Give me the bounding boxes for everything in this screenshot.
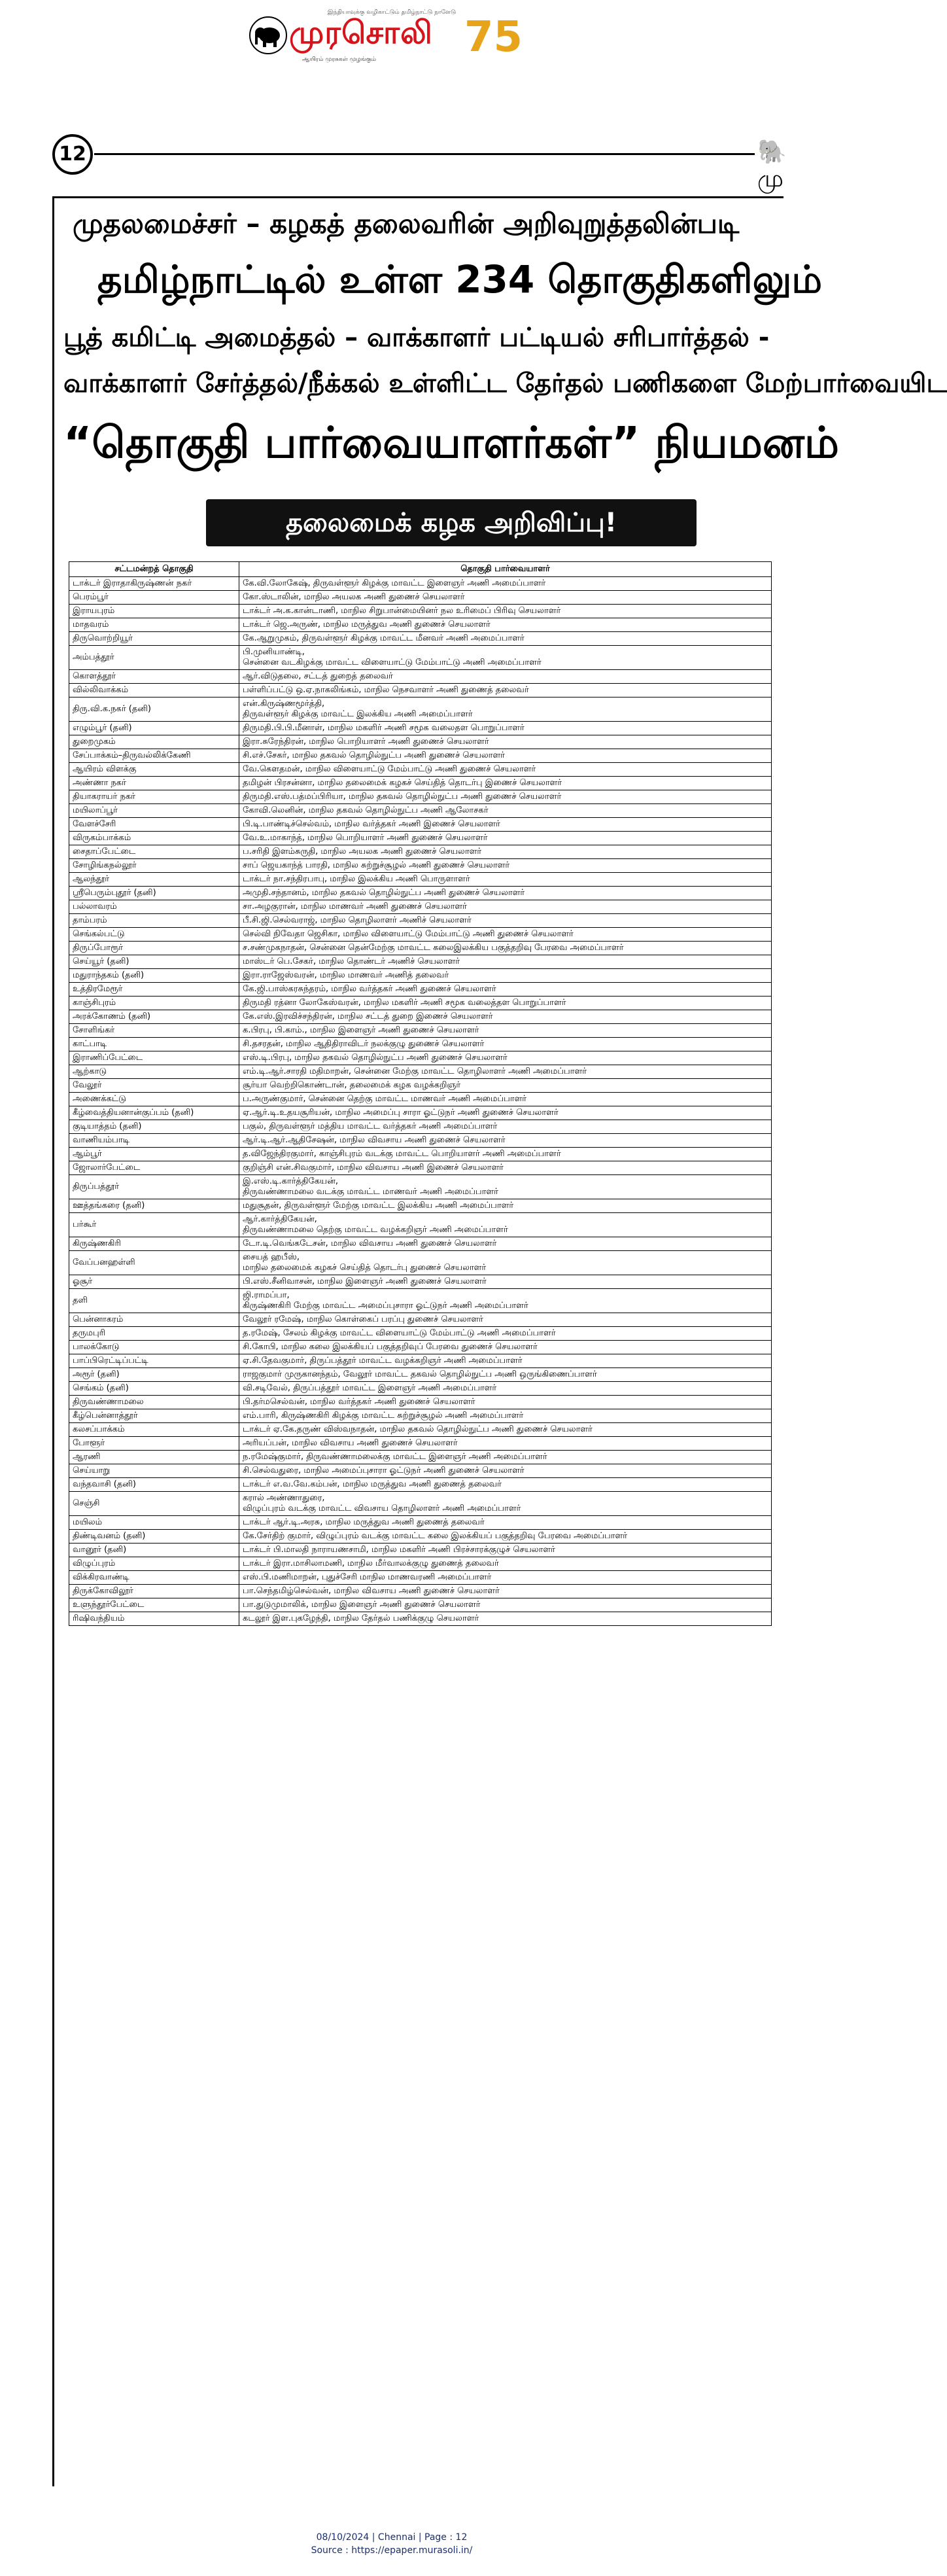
table-row — [69, 577, 772, 591]
constituency-cell: தருமபுரி — [69, 1327, 239, 1341]
constituency-cell: பாலக்கோடு — [69, 1341, 239, 1354]
constituency-cell: மயிலம் — [69, 1516, 239, 1530]
table-row — [69, 983, 772, 997]
table-row — [69, 1251, 772, 1275]
constituency-cell: வில்லிவாக்கம் — [69, 684, 239, 697]
constituency-cell: அணைக்கட்டு — [69, 1093, 239, 1106]
table-row — [69, 1423, 772, 1437]
table-row — [69, 1051, 772, 1065]
observer-cell: கரால் அண்ணாதுரை, விழுப்புரம் வடக்கு மாவட்ட விவசாய தொழிலாளர் அணி அமைப்பாளர் — [239, 1492, 772, 1516]
constituency-cell: கீழ்வைத்தியனான்குப்பம் (தனி) — [69, 1106, 239, 1120]
constituency-cell: வந்தவாசி (தனி) — [69, 1478, 239, 1492]
table-row — [69, 832, 772, 845]
table-row — [69, 1079, 772, 1093]
page-footer — [0, 2531, 783, 2557]
observer-cell: என்.கிருஷ்ணமூர்த்தி, திருவள்ளூர் கிழக்கு மாவட்ட இலக்கிய அணி அமைப்பாளர் — [239, 697, 772, 722]
observer-cell: பி.தர்மசெல்வன், மாநில வர்த்தகர் அணி துணைச் செயலாளர் — [239, 1396, 772, 1409]
table-row — [69, 1382, 772, 1396]
table-row — [69, 900, 772, 914]
observer-cell: கே.ஆறுமுகம், திருவள்ளூர் கிழக்கு மாவட்ட மீனவர் அணி அமைப்பாளர் — [239, 632, 772, 646]
table-row — [69, 684, 772, 697]
observer-cell: கடலூர் இள.புகழேந்தி, மாநில தேர்தல் பணிக்குழு செயலாளர் — [239, 1612, 772, 1626]
observer-cell: ஏ.சி.தேவகுமார், திருப்பத்தூர் மாவட்ட வழக்கறிஞர் அணி அமைப்பாளர் — [239, 1354, 772, 1368]
table-row — [69, 1530, 772, 1544]
constituency-cell: விக்கிரவாண்டி — [69, 1571, 239, 1585]
table-row — [69, 1024, 772, 1038]
constituency-cell: தியாகராயர் நகர் — [69, 790, 239, 804]
observer-cell: மதுசூதன், திருவள்ளூர் மேற்கு மாவட்ட இலக்கிய அணி அமைப்பாளர் — [239, 1199, 772, 1213]
constituency-cell: தாம்பரம் — [69, 914, 239, 928]
observer-cell: டாக்டர் எ.வ.வே.கம்பன், மாநில மருத்துவ அணி துணைத் தலைவர் — [239, 1478, 772, 1492]
observer-cell: ஆர்.டி.ஆர்.ஆதிசேஷன், மாநில விவசாய அணி துணைச் செயலாளர் — [239, 1134, 772, 1148]
footer-date-line: 08/10/2024 | Chennai | Page : 12 — [316, 2532, 468, 2543]
constituency-cell: பல்லாவரம் — [69, 900, 239, 914]
table-row — [69, 997, 772, 1010]
observer-cell: டாக்டர் பி.மாலதி நாராயணசாமி, மாநில மகளிர் அணி பிரச்சாரக்குழுச் செயலாளர் — [239, 1544, 772, 1557]
observer-cell: ப.சரிதி இளம்சுருதி, மாநில அயலக அணி துணைச் செயலாளர் — [239, 845, 772, 859]
table-row — [69, 1571, 772, 1585]
observer-cell: கே.எஸ்.இரவிச்சந்திரன், மாநில சட்டத் துறை இணைச் செயலாளர் — [239, 1010, 772, 1024]
elephant-logo-icon — [249, 16, 288, 55]
table-row — [69, 1451, 772, 1464]
table-row — [69, 1585, 772, 1598]
table-row — [69, 1354, 772, 1368]
masthead-brand: முரசொலி — [289, 14, 433, 51]
constituency-cell: திருவொற்றியூர் — [69, 632, 239, 646]
observer-cell: சா.அழகுரான், மாநில மாணவர் அணி துணைச் செயலாளர் — [239, 900, 772, 914]
constituency-cell: விருகம்பாக்கம் — [69, 832, 239, 845]
headline-line-2: தமிழ்நாட்டில் உள்ள 234 தொகுதிகளிலும் — [97, 257, 823, 302]
constituency-cell: சோழிங்கநல்லூர் — [69, 859, 239, 873]
observer-cell: டாக்டர் இரா.மாசிலாமணி, மாநில மீர்வாலக்குழு துணைத் தலைவர் — [239, 1557, 772, 1571]
constituency-cell: டாக்டர் இராதாகிருஷ்ணன் நகர் — [69, 577, 239, 591]
observer-cell: சையத் ஹபீஸ், மாநில தலைமைக் கழகச் செய்தித் தொடர்பு துணைச் செயலாளர் — [239, 1251, 772, 1275]
constituency-cell: ரிஷிவந்தியம் — [69, 1612, 239, 1626]
observer-cell: ந.ரமேஷ்குமார், திருவண்ணாமலைக்கு மாவட்ட இளைஞர் அணி அமைப்பாளர் — [239, 1451, 772, 1464]
table-row — [69, 1065, 772, 1079]
constituency-cell: உளுந்தூர்பேட்டை — [69, 1598, 239, 1612]
constituency-cell: செஞ்சி — [69, 1492, 239, 1516]
constituency-cell: திருப்போரூர் — [69, 942, 239, 955]
table-row — [69, 1437, 772, 1451]
observer-cell: டோ.டி.வெங்கடேசன், மாநில விவசாய அணி துணைச் செயலாளர் — [239, 1237, 772, 1251]
table-row — [69, 1368, 772, 1382]
constituency-cell: விழுப்புரம் — [69, 1557, 239, 1571]
table-row — [69, 1327, 772, 1341]
observer-cell: கே.ஜி.பாஸ்கரசுந்தரம், மாநில வர்த்தகர் அணி துணைச் செயலாளர் — [239, 983, 772, 997]
table-row — [69, 1237, 772, 1251]
table-row — [69, 1492, 772, 1516]
observer-cell: வே.கௌதமன், மாநில விளையாட்டு மேம்பாட்டு அணி துணைச் செயலாளர் — [239, 763, 772, 777]
table-row — [69, 722, 772, 735]
observer-cell: திருமதி.எஸ்.பத்மப்பிரியா, மாநில தகவல் தொழில்நுட்ப அணி துணைச் செயலாளர் — [239, 790, 772, 804]
constituency-cell: அரக்கோணம் (தனி) — [69, 1010, 239, 1024]
observer-cell: பகுல், திருவள்ளூர் மத்திய மாவட்ட வர்த்தகர் அணி அமைப்பாளர் — [239, 1120, 772, 1134]
constituency-cell: ஆலந்தூர் — [69, 873, 239, 887]
header-observer: தொகுதி பார்வையாளர் — [239, 562, 772, 577]
constituency-cell: ஊத்தங்கரை (தனி) — [69, 1199, 239, 1213]
headline-line-1: முதலமைச்சர் – கழகத் தலைவரின் அறிவுறுத்தலின்படி — [73, 207, 740, 239]
constituency-cell: எழும்பூர் (தனி) — [69, 722, 239, 735]
observer-cell: வி.சடிவேல், திருப்பத்தூர் மாவட்ட இளைஞர் அணி அமைப்பாளர் — [239, 1382, 772, 1396]
observer-cell: கோ.ஸ்டாலின், மாநில அயலக அணி துணைச் செயலாளர் — [239, 591, 772, 605]
constituency-cell: சைதாப்பேட்டை — [69, 845, 239, 859]
observer-cell: சி.தசரதன், மாநில ஆதிதிராவிடர் நலக்குழு துணைச் செயலாளர் — [239, 1038, 772, 1051]
constituency-cell: போளூர் — [69, 1437, 239, 1451]
observer-cell: டாக்டர் அ.க.கான்டாணி, மாநில சிறுபான்மையினர் நல உரிமைப் பிரிவு செயலாளர் — [239, 605, 772, 618]
observer-cell: மாஸ்டர் பெ.சேகர், மாநில தொண்டர் அணிச் செயலாளர் — [239, 955, 772, 969]
table-row — [69, 605, 772, 618]
constituency-cell: ஸ்ரீபெரும்புதூர் (தனி) — [69, 887, 239, 900]
table-row — [69, 735, 772, 749]
table-body — [69, 577, 772, 1626]
headline-line-3: பூத் கமிட்டி அமைத்தல் – வாக்காளர் பட்டியல் சரிபார்த்தல் - — [63, 323, 770, 353]
constituency-cell: பெரம்பூர் — [69, 591, 239, 605]
table-row — [69, 1161, 772, 1175]
observer-cell: த.விஜேந்திரகுமார், காஞ்சிபுரம் வடக்கு மாவட்ட பொறியாளர் அணி அமைப்பாளர் — [239, 1148, 772, 1161]
constituency-cell: அரூர் (தனி) — [69, 1368, 239, 1382]
table-row — [69, 749, 772, 763]
constituency-cell: செங்கம் (தனி) — [69, 1382, 239, 1396]
constituency-cell: கலசப்பாக்கம் — [69, 1423, 239, 1437]
table-row — [69, 873, 772, 887]
headline-line-4: வாக்காளர் சேர்த்தல்/நீக்கல் உள்ளிட்ட தேர்தல் பணிகளை மேற்பார்வையிட — [63, 368, 947, 398]
header-constituency: சட்டமன்றத் தொகுதி — [69, 562, 239, 577]
masthead-brand-row — [249, 13, 536, 65]
table-row — [69, 697, 772, 722]
table-row — [69, 1516, 772, 1530]
table-row — [69, 1093, 772, 1106]
observer-cell: வேலூர் ரமேஷ், மாநில கொள்கைப் பரப்பு துணைச் செயலாளர் — [239, 1313, 772, 1327]
table-row — [69, 1038, 772, 1051]
table-row — [69, 1120, 772, 1134]
page-number: 12 — [52, 134, 93, 175]
table-row — [69, 804, 772, 818]
headline-line-5: “தொகுதி பார்வையாளர்கள்” நியமனம் — [63, 417, 839, 468]
constituency-cell: பர்கூர் — [69, 1213, 239, 1237]
table-row — [69, 1396, 772, 1409]
constituency-cell: கொளத்தூர் — [69, 670, 239, 684]
observer-cell: வே.உ.மாகாந்த், மாநில பொறியாளர் அணி துணைச் செயலாளர் — [239, 832, 772, 845]
observer-cell: அமுதி.சந்தானம், மாநில தகவல் தொழில்நுட்ப அணி துணைச் செயலாளர் — [239, 887, 772, 900]
constituency-cell: திருவண்ணாமலை — [69, 1396, 239, 1409]
constituency-cell: மாதவரம் — [69, 618, 239, 632]
observer-cell: கே.வி.லோகேஷ், திருவள்ளூர் கிழக்கு மாவட்ட இளைஞர் அணி அமைப்பாளர் — [239, 577, 772, 591]
observer-cell: எம்.டி.ஆர்.சாரதி மதிமாறன், சென்னை மேற்கு மாவட்ட தொழிலாளர் அணி அமைப்பாளர் — [239, 1065, 772, 1079]
masthead — [0, 0, 783, 82]
observer-cell: பி.முனியாண்டி, சென்னை வடகிழக்கு மாவட்ட விளையாட்டு மேம்பாட்டு அணி அமைப்பாளர் — [239, 646, 772, 670]
constituency-cell: வேளச்சேரி — [69, 818, 239, 832]
table-row — [69, 1275, 772, 1289]
constituency-cell: அண்ணா நகர் — [69, 777, 239, 790]
corner-text: மு — [757, 166, 783, 192]
observer-cell: கோவி.லெனின், மாநில தகவல் தொழில்நுட்ப அணி ஆலோசகர் — [239, 804, 772, 818]
constituency-cell: கிருஷ்ணகிரி — [69, 1237, 239, 1251]
observer-cell: இ.எஸ்.டி.கார்த்திகேயன், திருவண்ணாமலை வடக்கு மாவட்ட மாணவர் அணி அமைப்பாளர் — [239, 1175, 772, 1199]
table-row — [69, 1010, 772, 1024]
table-row — [69, 1557, 772, 1571]
observer-cell: சி.செல்வதுரை, மாநில அமைப்புசாரா ஓட்டுநர் அணி துணைச் செயலாளர் — [239, 1464, 772, 1478]
constituency-cell: திரு.வி.க.நகர் (தனி) — [69, 697, 239, 722]
table-header-row — [69, 562, 772, 577]
table-row — [69, 1478, 772, 1492]
table-row — [69, 670, 772, 684]
observer-cell: பா.துடுமுமாலிக், மாநில இளைஞர் அணி துணைச் செயலாளர் — [239, 1598, 772, 1612]
observer-cell: செல்வி நிவேதா ஜெசிகா, மாநில விளையாட்டு மேம்பாட்டு அணி துணைச் செயலாளர் — [239, 928, 772, 942]
constituency-cell: துறைமுகம் — [69, 735, 239, 749]
table-row — [69, 887, 772, 900]
table-row — [69, 1148, 772, 1161]
table-row — [69, 646, 772, 670]
constituency-cell: வேப்பனஹள்ளி — [69, 1251, 239, 1275]
constituency-cell: திண்டிவனம் (தனி) — [69, 1530, 239, 1544]
observer-cell: பி.டி.பாண்டிச்செல்வம், மாநில வர்த்தகர் அணி இணைச் செயலாளர் — [239, 818, 772, 832]
constituency-cell: அம்பத்தூர் — [69, 646, 239, 670]
constituency-cell: திருக்கோவிலூர் — [69, 1585, 239, 1598]
observer-cell: ஜி.ராமப்பா, கிருஷ்ணகிரி மேற்கு மாவட்ட அமைப்புசாரா ஓட்டுநர் அணி அமைப்பாளர் — [239, 1289, 772, 1313]
constituency-cell: பென்னாகரம் — [69, 1313, 239, 1327]
constituency-cell: மதுராந்தகம் (தனி) — [69, 969, 239, 983]
announcement-banner: தலைமைக் கழக அறிவிப்பு! — [206, 499, 697, 546]
observer-cell: இரா.சுரேந்திரன், மாநில பொறியாளர் அணி துணைச் செயலாளர் — [239, 735, 772, 749]
observer-cell: ஆர்.விடுதலை, சட்டத் துறைத் தலைவர் — [239, 670, 772, 684]
table-row — [69, 942, 772, 955]
constituency-cell: தளி — [69, 1289, 239, 1313]
table-row — [69, 1598, 772, 1612]
constituency-cell: செய்யூர் (தனி) — [69, 955, 239, 969]
observer-cell: பீ.சி.ஜி.செல்வராஜ், மாநில தொழிலாளர் அணிச் செயலாளர் — [239, 914, 772, 928]
constituency-cell: ஆற்காடு — [69, 1065, 239, 1079]
header-rule — [94, 153, 755, 155]
constituency-cell: பாப்பிரெட்டிப்பட்டி — [69, 1354, 239, 1368]
observer-cell: ஏ.ஆர்.டி.உதயசூரியன், மாநில அமைப்பு சாரா ஓட்டுநர் அணி துணைச் செயலாளர் — [239, 1106, 772, 1120]
observer-cell: கே.சேர்திற் குமார், விழுப்புரம் வடக்கு மாவட்ட கலை இலக்கியப் பகுத்தறிவு பேரவை அமைப்பாளர் — [239, 1530, 772, 1544]
observer-cell: எம்.பாரி, கிருஷ்ணகிரி கிழக்கு மாவட்ட சுற்றுச்சூழல் அணி அமைப்பாளர் — [239, 1409, 772, 1423]
table-row — [69, 1464, 772, 1478]
table-row — [69, 591, 772, 605]
table-row — [69, 818, 772, 832]
observer-cell: எஸ்.பி.மணிமாறன், புதுச்சேரி மாநில மாணவரணி அமைப்பாளர் — [239, 1571, 772, 1585]
observer-cell: பா.செந்தமிழ்செல்வன், மாநில விவசாய அணி துணைச் செயலாளர் — [239, 1585, 772, 1598]
table-row — [69, 777, 772, 790]
table-row — [69, 1409, 772, 1423]
observer-cell: தமிழன் பிரசன்னா, மாநில தலைமைக் கழகச் செய்தித் தொடர்பு இணைச் செயலாளர் — [239, 777, 772, 790]
table-row — [69, 859, 772, 873]
observer-cell: இரா.ராஜேஸ்வரன், மாநில மாணவர் அணித் தலைவர் — [239, 969, 772, 983]
observer-cell: குறிஞ்சி என்.சிவகுமார், மாநில விவசாய அணி இணைச் செயலாளர் — [239, 1161, 772, 1175]
page-header-bar — [52, 134, 787, 192]
constituency-cell: கீழ்பென்னாத்தூர் — [69, 1409, 239, 1423]
table-row — [69, 1289, 772, 1313]
observer-cell: க.பிரபு, பி.காம்., மாநில இளைஞர் அணி துணைச் செயலாளர் — [239, 1024, 772, 1038]
observer-cell: ராஜகுமார் முருகானந்தம், வேலூர் மாவட்ட தகவல் தொழில்நுட்ப அணி ஒருங்கிணைப்பாளர் — [239, 1368, 772, 1382]
table-row — [69, 1544, 772, 1557]
constituency-cell: இராணிப்பேட்டை — [69, 1051, 239, 1065]
table-row — [69, 1612, 772, 1626]
observer-cell: சாப் ஜெயகாந்த் பாரதி, மாநில சுற்றுச்சூழல் அணி துணைச் செயலாளர் — [239, 859, 772, 873]
observer-cell: எஸ்.டி.பிரபு, மாநில தகவல் தொழில்நுட்ப அணி துணைச் செயலாளர் — [239, 1051, 772, 1065]
table-row — [69, 1199, 772, 1213]
observer-cell: டாக்டர் ஜெ.அருண், மாநில மருத்துவ அணி துணைச் செயலாளர் — [239, 618, 772, 632]
table-row — [69, 763, 772, 777]
masthead-tagline: இந்தியாவுக்கு வழிகாட்டும் தமிழ்நாட்டு நாளேடு — [327, 9, 456, 16]
constituency-cell: வாணியம்பாடி — [69, 1134, 239, 1148]
table-row — [69, 1213, 772, 1237]
constituency-cell: காட்பாடி — [69, 1038, 239, 1051]
constituency-cell: ஜோலார்பேட்டை — [69, 1161, 239, 1175]
announcement-article — [52, 196, 947, 2486]
observer-cell: டாக்டர் ஆர்.டி.அரசு, மாநில மருத்துவ அணி துணைத் தலைவர் — [239, 1516, 772, 1530]
table-row — [69, 1106, 772, 1120]
table-row — [69, 1134, 772, 1148]
table-row — [69, 790, 772, 804]
table-row — [69, 914, 772, 928]
masthead-motto: ஆயிரம் முரசுகள் முழங்கும் — [302, 56, 376, 63]
observer-cell: டாக்டர் ஏ.கே.தருண் விஸ்வநாதன், மாநில தகவல் தொழில்நுட்ப அணி துணைச் செயலாளர் — [239, 1423, 772, 1437]
constituency-cell: செங்கல்பட்டு — [69, 928, 239, 942]
constituency-cell: ஆம்பூர் — [69, 1148, 239, 1161]
constituency-cell: திருப்பத்தூர் — [69, 1175, 239, 1199]
table-row — [69, 1175, 772, 1199]
table-row — [69, 1341, 772, 1354]
observer-cell: சூர்யா வெற்றிகொண்டான், தலைமைக் கழக வழக்கறிஞர் — [239, 1079, 772, 1093]
footer-source-line: Source : https://epaper.murasoli.in/ — [311, 2545, 473, 2556]
observer-cell: ஆர்.கார்த்திகேயன், திருவண்ணாமலை தெற்கு மாவட்ட வழக்கறிஞர் அணி அமைப்பாளர் — [239, 1213, 772, 1237]
constituency-cell: உத்திரமேரூர் — [69, 983, 239, 997]
table-row — [69, 928, 772, 942]
constituency-cell: செய்யாறு — [69, 1464, 239, 1478]
page-corner-mark — [757, 138, 787, 196]
observer-cell: திருமதி.பி.பி.மீனாள், மாநில மகளிர் அணி சமூக வலைதள பொறுப்பாளர் — [239, 722, 772, 735]
constituency-cell: ஓசூர் — [69, 1275, 239, 1289]
constituency-cell: குடியாத்தம் (தனி) — [69, 1120, 239, 1134]
table-row — [69, 845, 772, 859]
table-row — [69, 1313, 772, 1327]
constituency-cell: வேலூர் — [69, 1079, 239, 1093]
observer-cell: சி.எச்.சேகர், மாநில தகவல் தொழில்நுட்ப அணி துணைச் செயலாளர் — [239, 749, 772, 763]
observer-cell: ப.அருண்குமார், சென்னை தெற்கு மாவட்ட மாணவர் அணி அமைப்பாளர் — [239, 1093, 772, 1106]
observer-cell: த.ரமேஷ், சேலம் கிழக்கு மாவட்ட விளையாட்டு மேம்பாட்டு அணி அமைப்பாளர் — [239, 1327, 772, 1341]
table-row — [69, 955, 772, 969]
constituency-cell: இராயபுரம் — [69, 605, 239, 618]
constituency-cell: வானூர் (தனி) — [69, 1544, 239, 1557]
constituency-cell: ஆரணி — [69, 1451, 239, 1464]
elephant-small-icon: 🐘 — [757, 139, 787, 166]
anniversary-mark: 75 — [464, 13, 523, 62]
observer-cell: பள்ளிப்பட்டு ஒ.ஏ.நாகலிங்கம், மாநில நெசவாளர் அணி துணைத் தலைவர் — [239, 684, 772, 697]
observer-cell: அரியப்பன், மாநில விவசாய அணி துணைச் செயலாளர் — [239, 1437, 772, 1451]
observer-cell: டாக்டர் நா.சந்திரபாபு, மாநில இலக்கிய அணி பொருளாளர் — [239, 873, 772, 887]
constituency-cell: ஆயிரம் விளக்கு — [69, 763, 239, 777]
observer-cell: சி.காேபி, மாநில கலை இலக்கியப் பகுத்தறிவுப் பேரவை துணைச் செயலாளர் — [239, 1341, 772, 1354]
observer-cell: பி.எஸ்.சீனிவாசன், மாநில இளைஞர் அணி துணைச் செயலாளர் — [239, 1275, 772, 1289]
table-row — [69, 618, 772, 632]
table-row — [69, 632, 772, 646]
observer-cell: திருமதி ரத்னா லோகேஸ்வரன், மாநில மகளிர் அணி சமூக வலைத்தள பொறுப்பாளர் — [239, 997, 772, 1010]
constituency-cell: சேப்பாக்கம்–திருவல்லிக்கேணி — [69, 749, 239, 763]
appointments-table — [69, 561, 772, 1626]
constituency-cell: சோளிங்கர் — [69, 1024, 239, 1038]
constituency-cell: மயிலாப்பூர் — [69, 804, 239, 818]
observer-cell: ச.சண்முகநாதன், சென்னை தென்மேற்கு மாவட்ட கலைஇலக்கிய பகுத்தறிவு பேரவை அமைப்பாளர் — [239, 942, 772, 955]
constituency-cell: காஞ்சிபுரம் — [69, 997, 239, 1010]
table-row — [69, 969, 772, 983]
